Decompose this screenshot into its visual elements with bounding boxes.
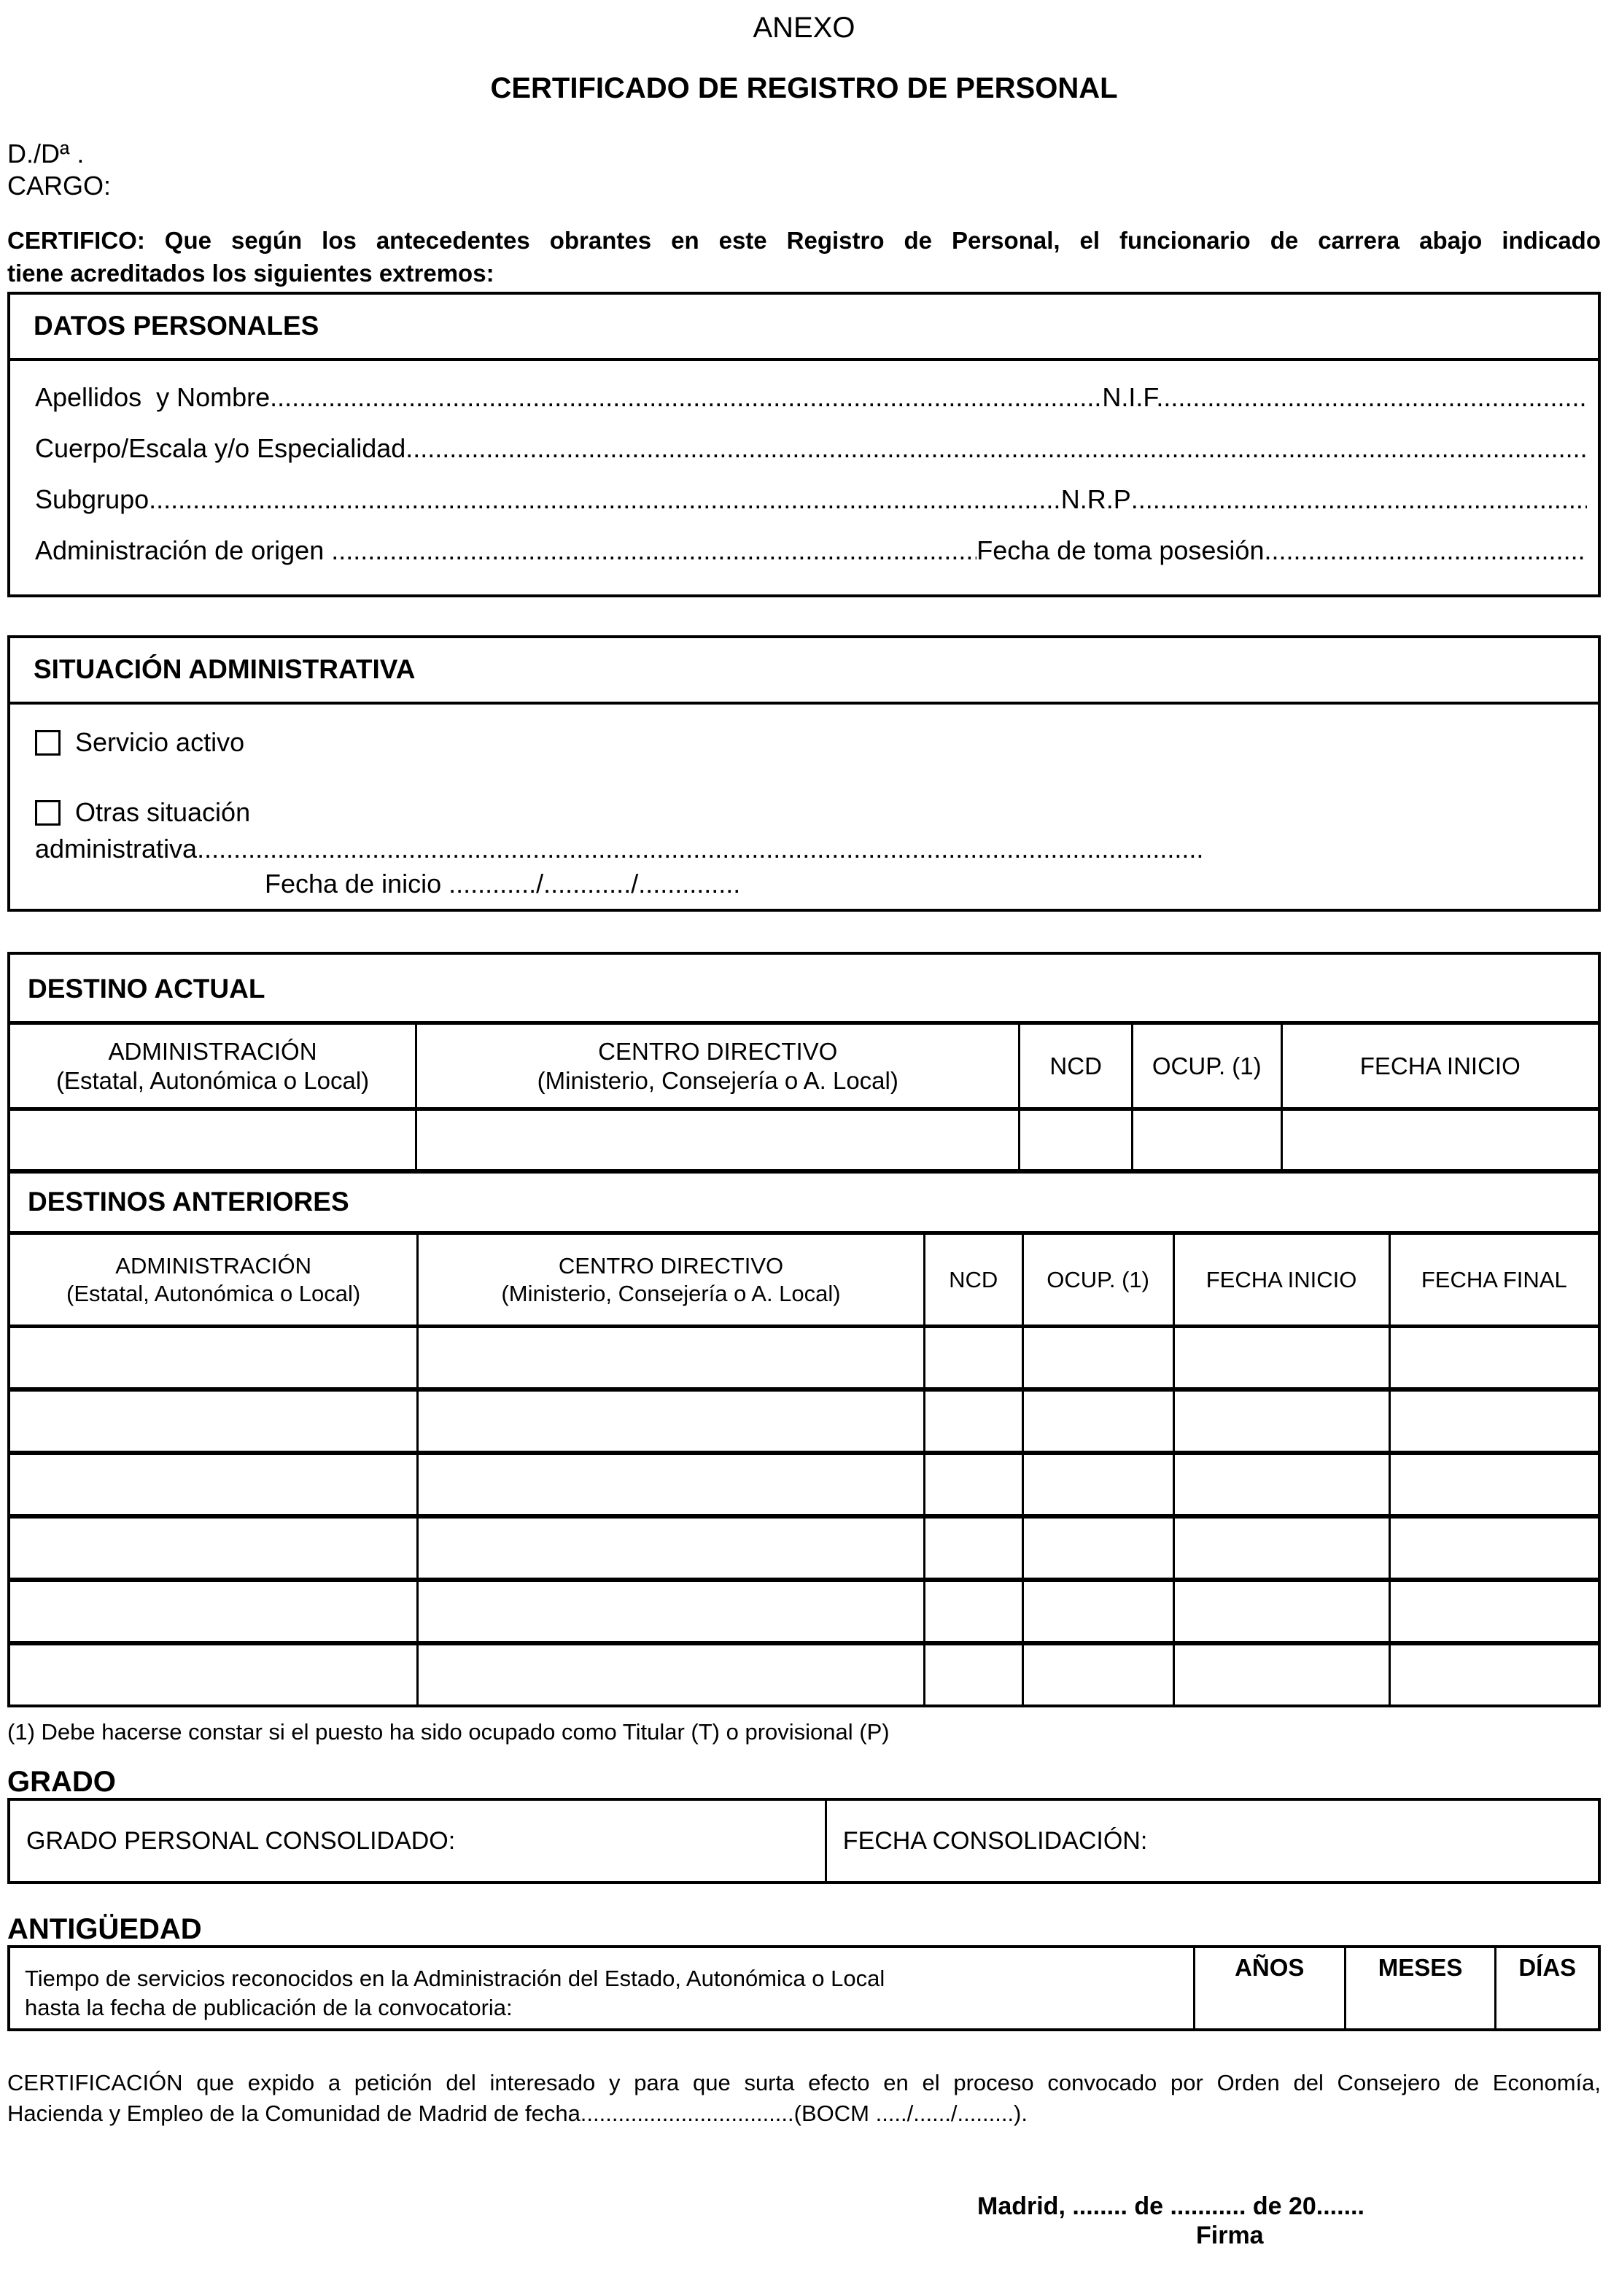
antiguedad-label-line-2: hasta la fecha de publicación de la convocatoria: [25,1995,513,2020]
annex-title: ANEXO [753,12,855,44]
table-cell [10,1328,416,1387]
dotted-leader [1131,485,1587,514]
table-cell [415,1111,1018,1169]
field-apellidos-nif [35,383,1587,412]
table-cell [416,1645,923,1704]
table-cell [1173,1328,1389,1387]
table-cell [923,1582,1022,1641]
table-row [10,1328,1598,1392]
dotted-leader [270,383,1102,412]
dotted-leader [1170,383,1587,412]
anos-header-cell: AÑOS [1193,1948,1344,2028]
destinos-anteriores-title: DESTINOS ANTERIORES [10,1174,1598,1235]
situacion-administrativa-title: SITUACIÓN ADMINISTRATIVA [10,638,1598,705]
otras-situacion-option [35,796,1573,829]
table-cell [1173,1519,1389,1578]
table-row [10,1519,1598,1582]
cargo-line: CARGO: [7,171,112,201]
header-line: ADMINISTRACIÓN [108,1037,317,1065]
fecha-inicio-line: Fecha de inicio ............/............/.............. [265,869,741,899]
table-cell [10,1582,416,1641]
firma-label: Firma [1196,2222,1264,2249]
table-cell [416,1392,923,1451]
table-cell [1022,1582,1173,1641]
situacion-administrativa-body [10,726,1598,909]
subgrupo-label: Subgrupo [35,484,150,514]
cuerpo-escala-label: Cuerpo/Escala y/o Especialidad [35,433,406,463]
table-cell [416,1582,923,1641]
meses-header-cell: MESES [1344,1948,1495,2028]
table-cell [416,1328,923,1387]
table-cell [1389,1582,1598,1641]
table-cell [10,1111,415,1169]
grado-personal-consolidado-cell: GRADO PERSONAL CONSOLIDADO: [26,1826,456,1855]
antiguedad-heading: ANTIGÜEDAD [7,1913,202,1945]
fecha-toma-posesion-label: Fecha de toma posesión [977,535,1265,565]
antiguedad-table [7,1945,1601,2031]
dotted-leader [149,485,1061,514]
column-header-administracion [10,1235,416,1325]
servicio-activo-label: Servicio activo [75,727,245,757]
table-cell [1131,1111,1281,1169]
datos-personales-title: DATOS PERSONALES [10,295,1598,361]
certify-paragraph [7,224,1601,290]
header-line: NCD [1049,1052,1102,1079]
antiguedad-label-line-1: Tiempo de servicios reconocidos en la Administración del Estado, Autonómica o Local [25,1966,885,1991]
destino-actual-empty-row [10,1111,1598,1174]
nrp-label: N.R.P [1060,484,1131,514]
table-cell [1173,1582,1389,1641]
administrativa-label: administrativa [35,834,198,864]
datos-personales-section [7,292,1601,597]
header-line: CENTRO DIRECTIVO [558,1252,784,1279]
checkbox-icon[interactable] [35,800,61,826]
destino-actual-header-row [10,1025,1598,1111]
header-line: FECHA FINAL [1421,1266,1567,1292]
grado-heading: GRADO [7,1766,116,1798]
table-cell [923,1392,1022,1451]
signature-date-line: Madrid, ........ de ........... de 20....... [977,2192,1364,2220]
header-subline: (Ministerio, Consejería o A. Local) [501,1280,841,1306]
column-header-ncd [1018,1025,1131,1107]
destinos-anteriores-header-row [10,1235,1598,1328]
column-header-fecha-final [1389,1235,1598,1325]
apellidos-label: Apellidos y Nombre [35,382,271,412]
column-header-ncd [923,1235,1022,1325]
table-cell [1173,1392,1389,1451]
table-cell [1389,1645,1598,1704]
table-cell [10,1519,416,1578]
table-cell [1022,1455,1173,1514]
table-row [10,1645,1598,1704]
column-header-ocup [1131,1025,1281,1107]
administracion-origen-label: Administración de origen [35,535,332,565]
checkbox-icon[interactable] [35,730,61,756]
table-cell [1389,1519,1598,1578]
header-subline: (Estatal, Autonómica o Local) [55,1066,370,1094]
header-subline: (Estatal, Autonómica o Local) [66,1280,361,1306]
column-header-fecha-inicio [1173,1235,1389,1325]
header-line: FECHA INICIO [1205,1266,1357,1292]
table-cell [923,1455,1022,1514]
certify-line-1: CERTIFICO: Que según los antecedentes obrantes en este Registro de Personal, el funcionario de carrera abajo indicado [7,227,1601,254]
holder-name-line: D./Dª . [7,139,85,168]
fecha-consolidacion-cell: FECHA CONSOLIDACIÓN: [825,1801,1598,1881]
table-cell [10,1455,416,1514]
servicio-activo-option [35,726,1573,759]
header-line: OCUP. (1) [1047,1266,1149,1292]
administrativa-continuation-line [35,834,1202,864]
table-cell [1022,1645,1173,1704]
header-line: FECHA INICIO [1359,1052,1521,1079]
field-administracion-origen [35,536,1587,565]
certificacion-paragraph [7,2068,1601,2129]
table-cell [1389,1328,1598,1387]
table-cell [1389,1455,1598,1514]
column-header-centro-directivo [415,1025,1018,1107]
table-cell [923,1519,1022,1578]
table-cell [923,1328,1022,1387]
otras-situacion-label: Otras situación [75,797,251,827]
column-header-administracion [10,1025,415,1107]
antiguedad-row [10,1948,1598,2028]
table-cell [1022,1519,1173,1578]
header-line: OCUP. (1) [1152,1052,1262,1079]
antiguedad-label-cell [10,1948,1193,2028]
field-cuerpo-escala [35,434,1587,463]
destino-tables-section [7,952,1601,1707]
table-cell [1173,1455,1389,1514]
grado-row [10,1801,1598,1881]
dotted-leader [197,834,1202,864]
table-cell [416,1455,923,1514]
nif-label: N.I.F.. [1102,382,1171,412]
column-header-ocup [1022,1235,1173,1325]
header-subline: (Ministerio, Consejería o A. Local) [537,1066,898,1094]
certificacion-line-1: CERTIFICACIÓN que expido a petición del interesado y para que surta efecto en el proceso convocado por Orden del Consejero de Economía, [7,2070,1601,2095]
header-line: ADMINISTRACIÓN [115,1252,311,1279]
header-line: NCD [949,1266,998,1292]
certificacion-line-2: Hacienda y Empleo de la Comunidad de Madrid de fecha..................................(BOCM ...../....../.........). [7,2101,1028,2126]
header-line: CENTRO DIRECTIVO [598,1037,838,1065]
field-subgrupo-nrp [35,485,1587,514]
dotted-leader [405,434,1587,463]
table-cell [416,1519,923,1578]
table-cell [1173,1645,1389,1704]
column-header-centro-directivo [416,1235,923,1325]
table-cell [10,1645,416,1704]
page-title: CERTIFICADO DE REGISTRO DE PERSONAL [490,72,1118,104]
table-row [10,1582,1598,1645]
certify-line-2: tiene acreditados los siguientes extremos: [7,260,494,287]
table-row [10,1392,1598,1455]
titular-provisional-footnote: (1) Debe hacerse constar si el puesto ha sido ocupado como Titular (T) o provisional (P) [7,1719,890,1745]
dias-header-cell: DÍAS [1494,1948,1598,2028]
column-header-fecha-inicio [1281,1025,1598,1107]
dotted-leader [1264,536,1587,565]
table-row [10,1455,1598,1519]
table-cell [1389,1392,1598,1451]
destino-actual-title: DESTINO ACTUAL [10,955,1598,1025]
table-cell [1022,1392,1173,1451]
table-cell [1018,1111,1131,1169]
datos-personales-body [10,361,1598,594]
situacion-administrativa-section [7,635,1601,912]
grado-table [7,1798,1601,1884]
table-cell [923,1645,1022,1704]
table-cell [10,1392,416,1451]
table-cell [1281,1111,1598,1169]
dotted-leader [331,536,977,565]
table-cell [1022,1328,1173,1387]
